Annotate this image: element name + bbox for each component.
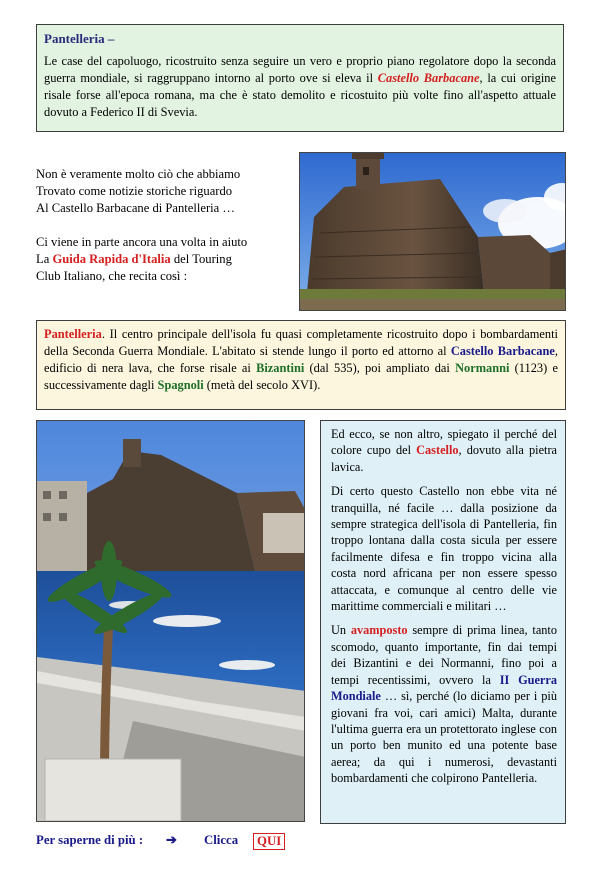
harbor-image xyxy=(37,421,305,822)
intro-text xyxy=(36,166,296,302)
story-outpost-word: avamposto xyxy=(350,623,408,638)
click-label: Clicca xyxy=(204,833,239,847)
castle-image xyxy=(300,153,566,311)
arrow-right-icon: ➔ xyxy=(166,833,177,847)
qui-link[interactable]: QUI xyxy=(253,833,285,850)
quote-normans: Normanni xyxy=(455,361,510,375)
story-paragraph-2: Di certo questo Castello non ebbe vita né tranquilla, né facile … dalla posizione da sempre strategica dell'isola di Pantelleria, fin troppo lontana dalla costa sicula per essere facilmente difesa e fin troppo vicina alla costa nord africana per non essere spesso attaccata, e comunque al centro delle vie marittime commerciali e militari … xyxy=(331,484,557,614)
header-paragraph: Le case del capoluogo, ricostruito senza seguire un vero e proprio piano regolatore dopo la seconda guerra mondiale, si raggruppano intorno al porto ove si eleva il Castello Barbacane, la cui origine risale forse all'epoca romana, ma che è stato demolito e ricostuito più volte fino all'aspetto attuale dovuto a Federico II di Svevia. xyxy=(44,54,556,119)
harbor-photo xyxy=(36,420,305,822)
header-box xyxy=(36,24,564,132)
intro-paragraph-2: Ci viene in parte ancora una volta in aiuto La Guida Rapida d'Italia del Touring Club Italiano, che recita così : xyxy=(36,235,248,283)
castle-photo-top xyxy=(299,152,566,311)
quote-spaniards: Spagnoli xyxy=(157,378,204,392)
quote-byzantines: Bizantini xyxy=(256,361,305,375)
intro-paragraph-1: Non è veramente molto ciò che abbiamo Trovato come notizie storiche riguardo Al Castello Barbacane di Pantelleria … xyxy=(36,167,241,215)
header-title: Pantelleria – xyxy=(44,31,115,46)
story-castle-word: Castello xyxy=(416,443,459,458)
quote-castle: Castello Barbacane xyxy=(450,344,555,358)
story-paragraph-1: Ed ecco, se non altro, spiegato il perché del colore cupo del Castello, dovuto alla pietra lavica. xyxy=(331,427,557,474)
story-paragraph-3: Un avamposto sempre di prima linea, tanto scomodo, quanto importante, fin dai tempi dei Bizantini e dei Normanni, fino poi a tempi recentissimi, ovvero la II Guerra Mondiale … sì, perché (lo diciamo per i più giovani fra voi, cari amici) Malta, durante l'ultima guerra era un protettorato inglese con un porto ben munito ed una potente base aerea; da qui i numerosi, devastanti bombardamenti che colpirono Pantelleria. xyxy=(331,623,557,786)
more-info-label: Per saperne di più : xyxy=(36,833,144,847)
story-war-name: II Guerra Mondiale xyxy=(331,672,557,704)
quote-place: Pantelleria xyxy=(44,327,102,341)
guide-name: Guida Rapida d'Italia xyxy=(52,252,171,266)
castle-story-box xyxy=(320,420,566,824)
guide-quote-box: Pantelleria. Il centro principale dell'isola fu quasi completamente ricostruito dopo i bombardamenti della Seconda Guerra Mondiale. L'abitato si stende lungo il porto ed attorno al Castello Barbacane, edificio di nera lava, che forse risale ai Bizantini (dal 535), poi ampliato dai Normanni (1123) e successivamente dagli Spagnoli (metà del secolo XVI). xyxy=(36,320,566,410)
castle-name-highlight: Castello Barbacane xyxy=(377,71,480,85)
